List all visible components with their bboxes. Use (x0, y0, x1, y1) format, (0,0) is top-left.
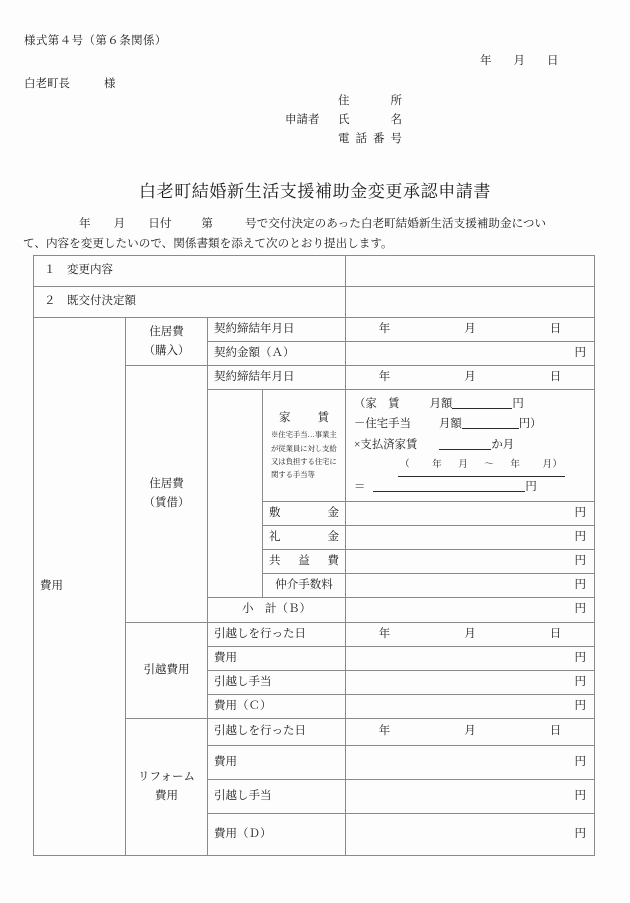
period-tilde: ～ (484, 459, 495, 471)
ymd-year: 年 (378, 627, 391, 640)
moving-allowance-value[interactable] (346, 671, 595, 695)
rental-contract-date-value[interactable] (346, 366, 595, 390)
yen-unit: 円 (574, 755, 586, 768)
yen-unit: 円 (574, 651, 586, 664)
applicant-info-block (285, 92, 402, 149)
rental-spacer-column (208, 390, 263, 598)
moving-total-c-value[interactable] (346, 695, 595, 719)
ymd-year: 年 (378, 370, 391, 383)
yen-unit: 円 (574, 675, 586, 688)
brokerage-fee-label: 仲介手数料 (263, 574, 346, 598)
housing-rental-label-line1: 住居費 (149, 478, 184, 491)
applicant-address-row (285, 92, 402, 111)
ymd-day: 日 (549, 370, 562, 383)
rent-note: ※住宅手当…事業主が従業員に対し支給又は負担する住宅に関する手当等 (271, 430, 337, 479)
period-year1: 年 (432, 459, 443, 471)
purchase-contract-amount-value[interactable] (346, 342, 595, 366)
ymd-month: 月 (464, 370, 476, 383)
reform-cost-label (126, 719, 208, 856)
purchase-contract-date-label: 契約締結年月日 (208, 318, 346, 342)
applicant-name-label: 氏名 (338, 114, 402, 126)
deposit-label: 敷金 (263, 502, 346, 526)
addressee-name: 白老町長 (24, 78, 70, 90)
reform-total-d-label: 費用（Ｄ） (208, 814, 346, 856)
housing-rental-label-line2: （賃借） (143, 497, 190, 510)
intro-month: 月 (113, 217, 126, 230)
moving-date-value[interactable] (346, 623, 595, 647)
ymd-year: 年 (378, 725, 391, 738)
reform-allowance-value[interactable] (346, 780, 595, 814)
yen-unit: 円 (574, 789, 586, 802)
yen-unit: 円 (574, 346, 586, 359)
formula-l3-mult: ×支払済家賃 (354, 438, 418, 451)
reform-date-label: 引越しを行った日 (208, 719, 346, 746)
formula-l2-minus: －住宅手当 (354, 418, 411, 431)
date-day-label: 日 (547, 55, 559, 67)
housing-purchase-label-line1: 住居費 (149, 325, 184, 338)
reform-cost-label-line1: リフォーム (138, 771, 195, 784)
yen-unit: 円 (574, 578, 586, 591)
brokerage-fee-value[interactable] (346, 574, 595, 598)
ymd-month: 月 (464, 627, 476, 640)
value-change-content[interactable] (346, 256, 595, 287)
formula-line-2 (354, 414, 584, 434)
yen-unit: 円 (574, 603, 586, 616)
housing-purchase-label (126, 318, 208, 366)
addressee-line (24, 75, 116, 91)
ymd-group (352, 724, 588, 740)
rental-contract-date-label: 契約締結年月日 (208, 366, 346, 390)
formula-l1-unit: 円 (512, 398, 524, 410)
intro-line1-tail: 号で交付決定のあった白老町結婚新生活支援補助金につい (245, 217, 547, 230)
formula-line-1 (354, 394, 584, 414)
label-granted-amount-text: ２ 既交付決定額 (44, 295, 136, 308)
formula-line-4 (354, 455, 584, 476)
reform-date-value[interactable] (346, 719, 595, 746)
form-number: 様式第４号（第６条関係） (24, 35, 167, 47)
application-table (33, 255, 595, 856)
addressee-honorific: 様 (104, 78, 116, 90)
applicant-phone-row (285, 130, 402, 149)
moving-cost-item-label: 費用 (208, 647, 346, 671)
submission-date-line (480, 52, 559, 68)
reform-cost-label-line2: 費用 (155, 790, 178, 803)
yen-unit: 円 (574, 554, 586, 567)
label-change-content-text: １ 変更内容 (44, 264, 113, 277)
moving-total-c-label: 費用（Ｃ） (208, 695, 346, 719)
formula-l3-unit: か月 (491, 438, 515, 451)
ymd-group (352, 322, 588, 338)
page-title: 白老町結婚新生活支援補助金変更承認申請書 (139, 182, 491, 201)
label-granted-amount (34, 287, 346, 318)
purchase-contract-amount-label: 契約金額（Ａ） (208, 342, 346, 366)
date-year-label: 年 (480, 55, 492, 67)
formula-l5-unit: 円 (525, 480, 537, 493)
period-open: （ (400, 459, 411, 471)
reform-cost-value[interactable] (346, 746, 595, 780)
formula-l2-unit: 円） (518, 418, 542, 431)
ymd-group (352, 370, 588, 386)
ymd-day: 日 (549, 627, 562, 640)
applicant-name-row (285, 111, 402, 130)
applicant-phone-label: 電話番号 (338, 133, 402, 145)
intro-paragraph (23, 214, 607, 254)
value-granted-amount[interactable] (346, 287, 595, 318)
yen-unit: 円 (574, 506, 586, 519)
moving-cost-value[interactable] (346, 647, 595, 671)
formula-open: （家 賃 (354, 398, 400, 410)
rent-label: 家賃 (279, 411, 329, 424)
table-row-change-content (34, 256, 595, 287)
key-money-label: 礼金 (263, 526, 346, 550)
period-year2: 年 (510, 459, 521, 471)
intro-line2: て、内容を変更したいので、関係書類を添えて次のとおり提出します。 (23, 237, 393, 250)
key-money-value[interactable] (346, 526, 595, 550)
formula-l1-amount: 月額 (429, 398, 453, 410)
label-change-content (34, 256, 346, 287)
moving-allowance-label: 引越し手当 (208, 671, 346, 695)
intro-no-prefix: 第 (201, 217, 214, 230)
intro-year: 年 (79, 217, 91, 230)
period-month1: 月 (458, 459, 469, 471)
table-row-granted-amount (34, 287, 595, 318)
subtotal-b-value[interactable] (346, 598, 595, 623)
rent-formula-cell[interactable] (346, 390, 595, 502)
reform-total-d-value[interactable] (346, 814, 595, 856)
common-fee-label: 共益費 (263, 550, 346, 574)
yen-unit: 円 (574, 827, 586, 840)
yen-unit: 円 (574, 530, 586, 543)
moving-date-label: 引越しを行った日 (208, 623, 346, 647)
ymd-group (352, 627, 588, 643)
purchase-contract-date-value[interactable] (346, 318, 595, 342)
ymd-month: 月 (464, 322, 476, 335)
formula-line-3 (354, 435, 584, 455)
yen-unit: 円 (574, 699, 586, 712)
common-fee-value[interactable] (346, 550, 595, 574)
formula-l2-amount: 月額 (438, 418, 462, 431)
intro-day: 日付 (148, 217, 172, 230)
reform-cost-item-label: 費用 (208, 746, 346, 780)
cost-group-label: 費用 (34, 318, 126, 856)
formula-period (398, 455, 565, 476)
date-month-label: 月 (513, 55, 525, 67)
subtotal-b-label: 小 計（Ｂ） (208, 598, 346, 623)
deposit-value[interactable] (346, 502, 595, 526)
table-row-purchase-contract-date (34, 318, 595, 342)
reform-allowance-label: 引越し手当 (208, 780, 346, 814)
formula-eq: ＝ (354, 480, 366, 493)
ymd-year: 年 (378, 322, 391, 335)
moving-cost-label: 引越費用 (126, 623, 208, 719)
formula-line-5 (354, 477, 584, 497)
period-month2: 月） (542, 459, 563, 471)
rent-formula (352, 390, 588, 501)
applicant-tag: 申請者 (285, 114, 320, 126)
ymd-day: 日 (549, 322, 562, 335)
ymd-day: 日 (549, 725, 562, 738)
applicant-address-label: 住所 (338, 95, 402, 107)
housing-purchase-label-line2: （購入） (143, 344, 190, 357)
ymd-month: 月 (464, 725, 476, 738)
housing-rental-label (126, 366, 208, 623)
rent-label-cell (263, 390, 346, 502)
